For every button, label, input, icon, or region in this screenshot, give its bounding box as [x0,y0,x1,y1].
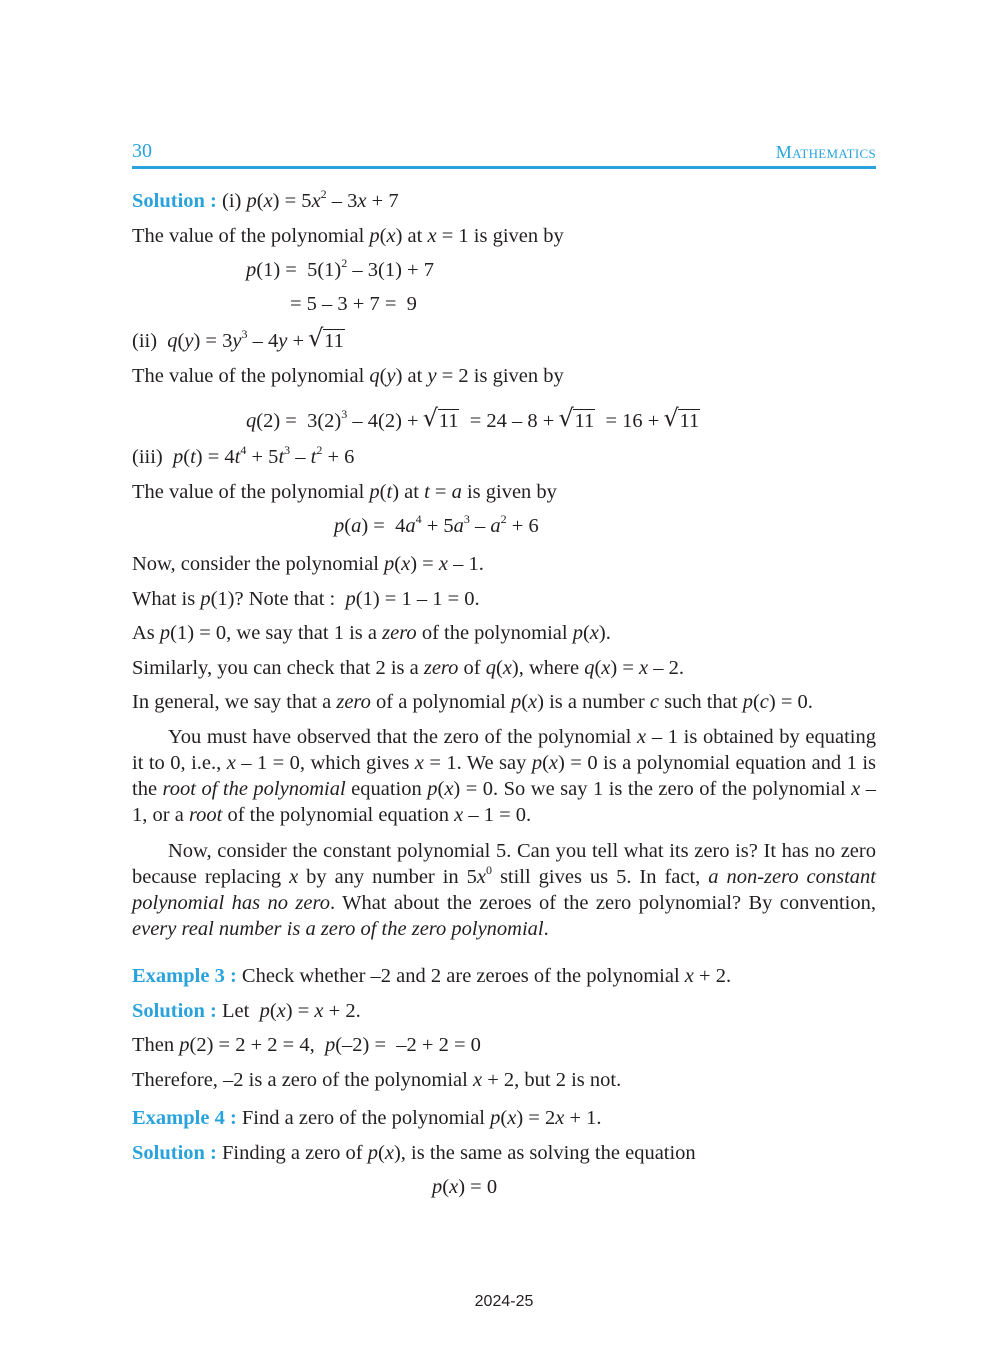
value-at-y2: The value of the polynomial q(y) at y = 2 is given by [132,365,564,387]
paragraph-root: You must have observed that the zero of the polynomial x – 1 is obtained by equating it to 0, i.e., x – 1 = 0, which gives x = 1. We say p(x) = 0 is a polynomial equation and 1 is the root of the polynomial equation p(x) = 0. So we say 1 is the zero of the polynomial x – 1, or a root of the polynomial equation x – 1 = 0. [132,726,877,826]
solution-4: Solution : Finding a zero of p(x), is the same as solving the equation [132,1142,696,1164]
eq-q2: $q(2) = 3(2)^3 - 4(2)$ + √ 11 = 24 – 8 + √ 11 = 16 + √ 11 [246,408,700,434]
example-4-label: Example 4 : [132,1107,237,1129]
solution-label: Solution : [132,1000,217,1022]
solution-i-line: Solution : (i) $p(x) = 5x^2 - 3x + 7$ [132,187,399,212]
in-general: In general, we say that a zero of a polynomial p(x) is a number c such that p(c) = 0. [132,691,813,713]
part-ii-line: (ii) $q(y) = 3y^3 - 4y$ + √ 11 [132,328,345,354]
what-is-p1: What is p(1)? Note that : p(1) = 1 – 1 = 0. [132,588,480,610]
eq-p1-line2: = 5 – 3 + 7 = 9 [290,293,417,315]
value-at-x1: The value of the polynomial p(x) at x = 1 is given by [132,225,564,247]
solution-3-then: Then p(2) = 2 + 2 = 4, p(–2) = –2 + 2 = 0 [132,1034,481,1056]
eq-p1-line1: $p(1) = 5(1)^2 - 3(1) + 7$ [246,256,434,281]
solution-label: Solution : [132,190,217,212]
sqrt-symbol: √ 11 [309,328,345,354]
page-header [132,140,876,169]
eq-pa: $p(a) = 4a^4 + 5a^3 - a^2 + 6$ [334,512,539,537]
example-3: Example 3 : Check whether –2 and 2 are zeroes of the polynomial x + 2. [132,965,732,987]
solution-label: Solution : [132,1142,217,1164]
as-p1-zero: As p(1) = 0, we say that 1 is a zero of the polynomial p(x). [132,622,611,644]
solution-3: Solution : Let p(x) = x + 2. [132,1000,361,1022]
page-number: 30 [132,140,152,162]
value-at-ta: The value of the polynomial p(t) at t = a is given by [132,481,557,503]
solution-3-therefore: Therefore, –2 is a zero of the polynomial x + 2, but 2 is not. [132,1069,622,1091]
part-iii-line: (iii) $p(t) = 4t^4 + 5t^3 - t^2 + 6$ [132,443,355,468]
footer-year: 2024-25 [474,1293,534,1310]
now-consider: Now, consider the polynomial p(x) = x – 1. [132,553,484,575]
example-3-label: Example 3 : [132,965,237,987]
similarly: Similarly, you can check that 2 is a zero of q(x), where q(x) = x – 2. [132,657,685,679]
example-4: Example 4 : Find a zero of the polynomial p(x) = 2x + 1. [132,1107,602,1129]
subject-title: Mathematics [775,142,876,162]
eq-px-zero: p(x) = 0 [432,1176,498,1198]
paragraph-constant: Now, consider the constant polynomial 5. Can you tell what its zero is? It has no zero because replacing x by any number in $5x^0$ still gives us 5. In fact, a non-zero constant polynomial has no zero. What about the zeroes of the zero polynomial? By convention, every real number is a zero of the zero polynomial. [132,840,877,940]
